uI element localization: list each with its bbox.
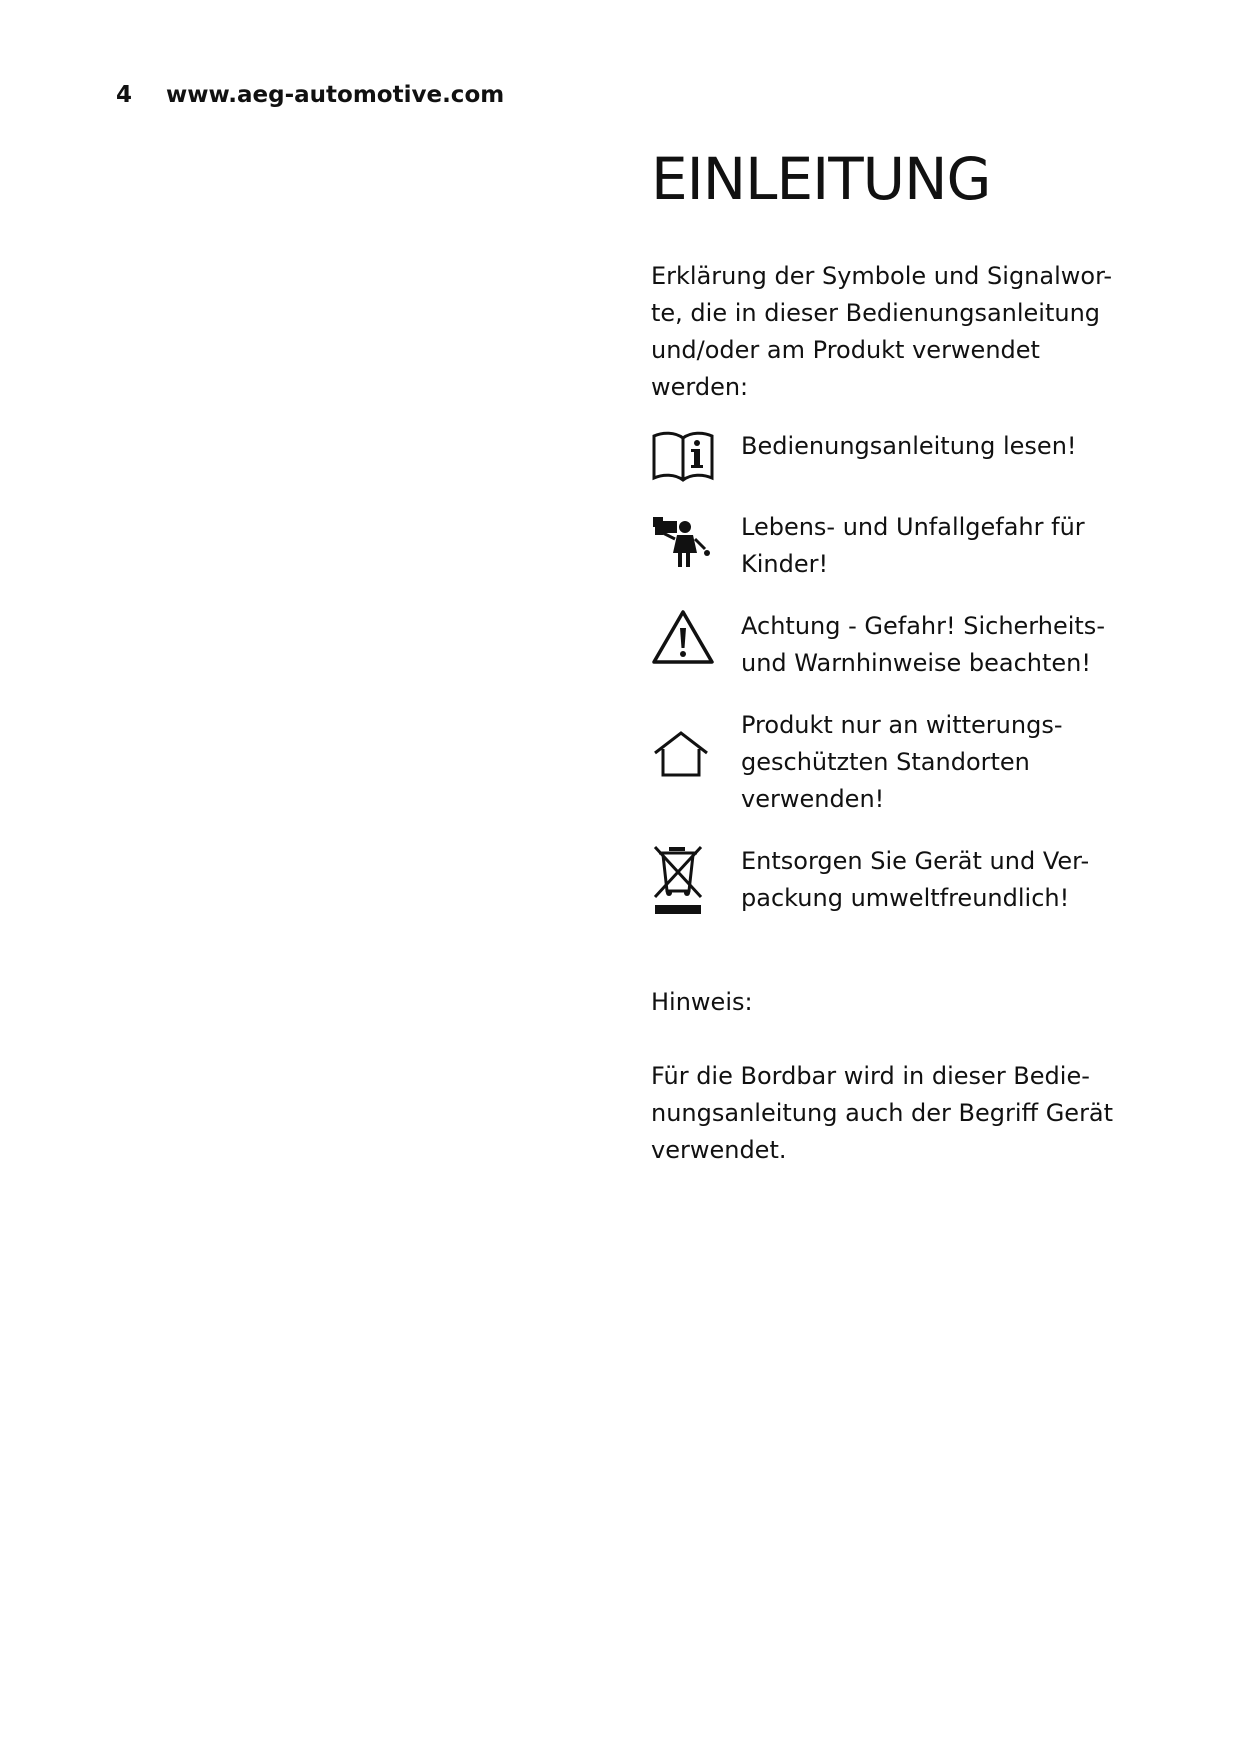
- note-text: Für die Bordbar wird in dieser Bedie- nungsanleitung auch der Begriff Gerät verwendet.: [651, 1062, 1114, 1164]
- note-label: Hinweis:: [651, 988, 753, 1016]
- note-block: [651, 947, 1131, 1206]
- page-number: 4: [116, 82, 133, 108]
- warning-triangle-icon: [651, 608, 741, 666]
- symbol-item-disposal: [651, 843, 1131, 919]
- symbol-item-warning: [651, 608, 1131, 682]
- symbol-item-house: [651, 707, 1131, 818]
- website-url[interactable]: www.aeg-automotive.com: [166, 82, 505, 108]
- house-icon: [651, 707, 741, 779]
- symbol-text: Achtung - Gefahr! Sicherheits- und Warnhinweise beachten!: [741, 612, 1105, 677]
- symbol-text: Bedienungsanleitung lesen!: [741, 432, 1077, 460]
- intro-text: Erklärung der Symbole und Signalwor- te, die in dieser Bedienungsanleitung und/oder am Produkt verwendet werden:: [651, 262, 1113, 401]
- page-title: EINLEITUNG: [651, 145, 991, 213]
- page-header: [116, 82, 504, 108]
- symbol-item-child-danger: [651, 509, 1131, 583]
- symbol-text: Produkt nur an witterungs- geschützten Standorten verwenden!: [741, 711, 1063, 813]
- symbol-text: Entsorgen Sie Gerät und Ver- packung umweltfreundlich!: [741, 847, 1090, 912]
- crossed-bin-icon: [651, 843, 741, 919]
- symbol-text: Lebens- und Unfallgefahr für Kinder!: [741, 513, 1085, 578]
- main-content: [651, 145, 1131, 1206]
- child-danger-icon: [651, 509, 741, 573]
- manual-info-icon: [651, 428, 741, 484]
- symbol-item-manual: [651, 428, 1131, 484]
- symbol-list: [651, 428, 1131, 919]
